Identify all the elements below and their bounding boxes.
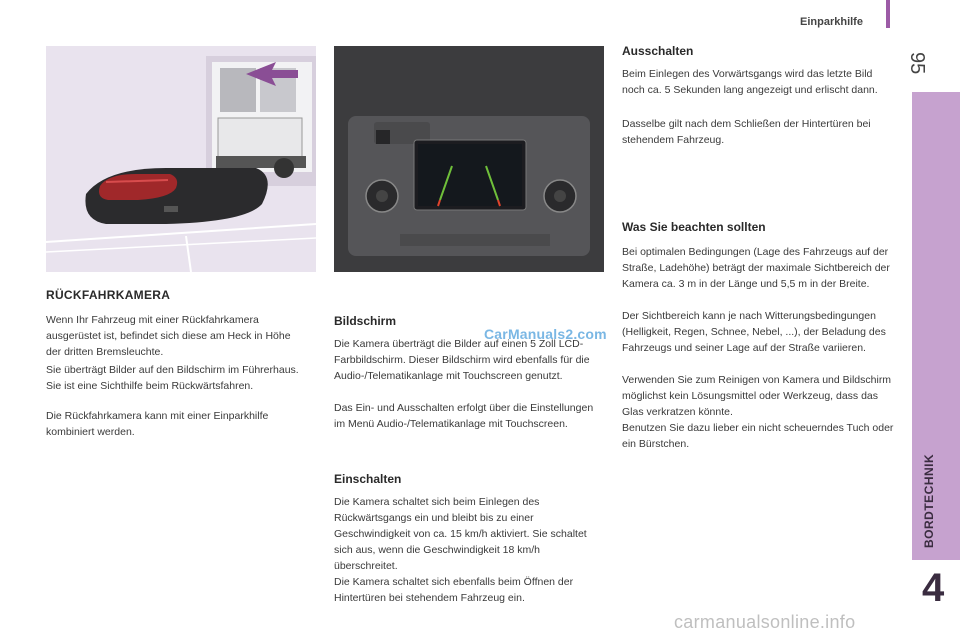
watermark-carmanualsonline: carmanualsonline.info (674, 612, 856, 632)
einschalten-paragraph-1: Die Kamera schaltet sich beim Einlegen des Rückwärtsgangs ein und bleibt bis zu einer Geschwindigkeit von ca. 15 km/h aktiviert. Sie schaltet sich aus, wenn die Geschwindigkeit 18 km/h überschreitet. (334, 496, 587, 572)
header-accent-bar (886, 0, 890, 28)
subtitle-bildschirm: Bildschirm (334, 314, 397, 328)
ausschalten-paragraph-2: Dasselbe gilt nach dem Schließen der Hintertüren bei stehendem Fahrzeug. (622, 118, 871, 146)
van-camera-drawing (46, 46, 316, 272)
chapter-number: 4 (922, 566, 945, 610)
beachten-paragraph-2: Der Sichtbereich kann je nach Witterungsbedingungen (Helligkeit, Regen, Schnee, Nebel, ...), der Beladung des Fahrzeugs und seiner Lage auf der Straße variieren. (622, 310, 886, 354)
radio-display-drawing (334, 46, 604, 272)
rear-camera-illustration (46, 46, 316, 272)
subtitle-ausschalten: Ausschalten (622, 44, 694, 58)
subtitle-einschalten: Einschalten (334, 472, 402, 486)
bildschirm-paragraph-2: Das Ein- und Ausschalten erfolgt über die Einstellungen im Menü Audio-/Telematikanlage mit Touchscreen. (334, 402, 594, 430)
einschalten-paragraph-2: Die Kamera schaltet sich ebenfalls beim Öffnen der Hintertüren bei stehendem Fahrzeug ein. (334, 576, 574, 604)
beachten-paragraph-4: Benutzen Sie dazu lieber ein nicht scheuerndes Tuch oder ein Bürstchen. (622, 422, 894, 450)
subtitle-beachten: Was Sie beachten sollten (622, 220, 766, 234)
bildschirm-paragraph-1: Die Kamera überträgt die Bilder auf einen 5 Zoll LCD-Farbbildschirm. Dieser Bildschirm wird ebenfalls für die Audio-/Telematikanlage mit Touchscreen genutzt. (334, 338, 590, 382)
ausschalten-paragraph-1: Beim Einlegen des Vorwärtsgangs wird das letzte Bild noch ca. 5 Sekunden lang angezeigt und erlischt dann. (622, 68, 878, 96)
section-header: Einparkhilfe (800, 16, 863, 28)
beachten-paragraph-1: Bei optimalen Bedingungen (Lage des Fahrzeugs auf der Straße, Ladehöhe) beträgt der maximale Sichtbereich der Kamera ca. 3 m in der Länge und 5,5 m in der Breite. (622, 246, 890, 290)
chapter-label: BORDTECHNIK (922, 453, 936, 548)
left-paragraph-1: Wenn Ihr Fahrzeug mit einer Rückfahrkamera ausgerüstet ist, befindet sich diese am Heck in Höhe der dritten Bremsleuchte. (46, 314, 291, 358)
beachten-paragraph-3: Verwenden Sie zum Reinigen von Kamera und Bildschirm möglichst kein Lösungsmittel oder Werkzeug, dass das Glas verkratzen könnte. (622, 374, 892, 418)
page-number: 95 (906, 52, 928, 75)
left-paragraph-3: Die Rückfahrkamera kann mit einer Einparkhilfe kombiniert werden. (46, 410, 269, 438)
section-title-rueckfahrkamera: RÜCKFAHRKAMERA (46, 288, 171, 302)
watermark-carmanuals: CarManuals2.com (484, 326, 607, 342)
display-screen-illustration (334, 46, 604, 272)
left-paragraph-2: Sie überträgt Bilder auf den Bildschirm im Führerhaus. Sie ist eine Sichthilfe beim Rückwärtsfahren. (46, 364, 299, 392)
chapter-sidebar (912, 92, 960, 560)
